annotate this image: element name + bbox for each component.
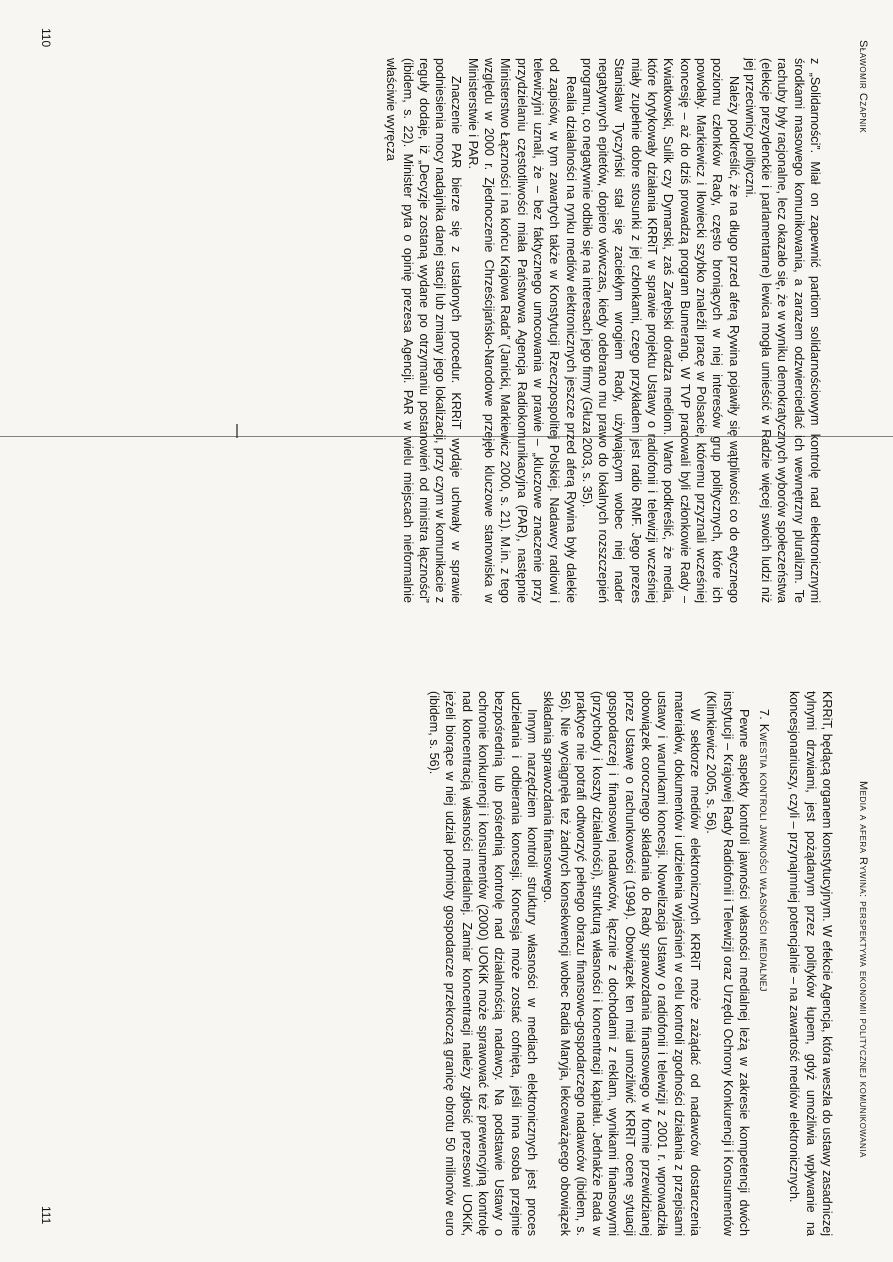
page-number-right: 111 xyxy=(39,1206,53,1225)
right-page xyxy=(0,631,893,1262)
paragraph: Należy podkreślić, że na długo przed aferą Rywina pojawiły się wątpliwości co do etycznego poziomu członków Rady, często broniących w niej interesów grup politycznych, które ich powołały. Markiewicz i Iłowiecki szybko znaleźli pracę w Polsacie, któremu przyznali wcześniej koncesję – aż do dziś prowadzą program Bumerang. W TVP pracowali byli członkowie Rady – Kwiatkowski, Sulik czy Dymarski, zaś Zarębski doradza mediom. Warto podkreślić, że media, które krytykowały działania KRRiT w sprawie projektu Ustawy o radiofonii i telewizji wcześniej miały zupełnie dobre stosunki z jej członkami, czego przykładem jest radio RMF. Jego prezes Stanisław Tyczyński stał się zaciekłym wrogiem Rady, używającym wobec niej nader negatywnych epitetów, dopiero wówczas, kiedy odebrano mu prawo do lokalnych rozszczepień programu, co negatywnie odbiło się na interesach jego firmy (Głuza 2003, s. 35). xyxy=(579,58,741,603)
paragraph: KRRiT, będącą organem konstytucyjnym. W efekcie Agencja, która weszła do ustawy zasadniczej tylnymi drzwiami, jest pożądanym przez polityków łupem, gdyż umożliwia wpływanie na koncesjonariuszy, czyli – przynajmniej potencjalnie – na zawartość mediów elektronicznych. xyxy=(787,691,834,1236)
running-head-right: Media a afera Rywina: perspektywa ekonomii politycznej komunikowania xyxy=(857,781,869,1158)
paragraph: Realia działalności na rynku mediów elektronicznych jeszcze przed aferą Rywina były dalekie od zapisów, w tym zawartych także w Konstytucji Rzeczpospolitej Polskiej. Nadawcy radiowi i telewizyjni uznali, że – bez faktycznego umocowania w prawie – „kluczowe znaczenie przy przydzielaniu częstotliwości miała Państwowa Agencja Radiokomunikacyjna (PAR), następnie Ministerstwo Łączności i na końcu Krajowa Rada” (Janicki, Markiewicz 2000, s. 21). M.in. z tego względu w 2000 r. Zjednoczenie Chrześcijańsko-Narodowe przejęło kluczowe stanowiska w Ministerstwie i PAR. xyxy=(465,58,578,603)
paragraph: Pewne aspekty kontroli jawności własności medialnej leżą w zakresie kompetencji dwóch instytucji – Krajowej Rady Radiofonii i Telewizji oraz Urzędu Ochrony Konkurencji i Konsumentów (Klimkiewicz 2005, s. 56). xyxy=(704,691,751,1236)
paragraph: Innym narzędziem kontroli struktury własności w mediach elektronicznych jest proces udzielania i odbierania koncesji. Koncesja może zostać cofnięta, jeśli inna osoba przejmie bezpośrednią lub pośrednią kontrolę nad działalnością nadawcy. Na podstawie Ustawy o ochronie konkurencji i konsumentów (2000) UOKiK może sprawować też prewencyjną kontrolę nad koncentracją własności medialnej. Zamiar koncentracji należy zgłosić prezesowi UOKiK, jeżeli biorące w niej udział podmioty gospodarcze przekroczą granicę obrotu 50 milionów euro (ibidem, s. 56). xyxy=(427,691,539,1236)
running-head-left: Sławomir Czapnik xyxy=(857,40,869,134)
paragraph: W sektorze mediów elektronicznych KRRiT może zażądać od nadawców dostarczenia materiałów, dokumentów i udzielenia wyjaśnień w celu kontroli zgodności działania z przepisami ustawy i warunkami koncesji. Nowelizacja Ustawy o radiofonii i telewizji z 2001 r. wprowadziła obowiązek corocznego składania do Rady sprawozdania finansowego w formie przewidzianej przez Ustawę o rachunkowości (1994). Obowiązek ten miał umożliwić KRRiT ocenę sytuacji gospodarczej i finansowej nadawców, łącznie z dochodami z reklam, wynikami finansowymi (przychody i koszty działalności), strukturą własności i koncentracji kapitału. Jednakże Rada w praktyce nie potrafi odtworzyć pełnego obrazu finansowo-gospodarczego nadawców (ibidem, s. 56). Nie wyciągnęła też żadnych konsekwencji wobec Radia Maryja, lekceważącego obowiązek składania sprawozdania finansowego. xyxy=(541,691,702,1236)
right-page-body xyxy=(426,691,835,1236)
paragraph: Znaczenie PAR bierze się z ustalonych procedur. KRRiT wydaje uchwały w sprawie podniesienia mocy nadajnika danej stacji lub zmiany jego lokalizacji, przy czym w komunikacie z reguły dodaje, iż „Decyzje zostaną wydane po otrzymaniu postanowień od ministra łączności” (ibidem, s. 22). Minister pyta o opinię prezesa Agencji. PAR w wielu miejscach nieformalnie właściwie wyręcza xyxy=(384,58,464,603)
paragraph: z „Solidarności”. Miał on zapewnić partiom solidarnościowym kontrolę nad elektronicznymi środkami masowego komunikowania, a zarazem odzwierciedlać ich wewnętrzny pluralizm. Te rachuby były racjonalne, lecz okazało się, że w wyniku demokratycznych wyborów społeczeństwa (elekcje prezydenckie i parlamentarne) lewica mogła umieścić w Radzie więcej swoich ludzi niż jej przeciwnicy polityczni. xyxy=(742,58,822,603)
scan-mark xyxy=(236,424,238,438)
page-number-left: 110 xyxy=(39,28,53,48)
left-page-body xyxy=(383,58,823,603)
page-fold-line xyxy=(0,436,893,437)
section-heading: 7. Kwestia kontroli jawności własności medialnej xyxy=(757,709,772,992)
